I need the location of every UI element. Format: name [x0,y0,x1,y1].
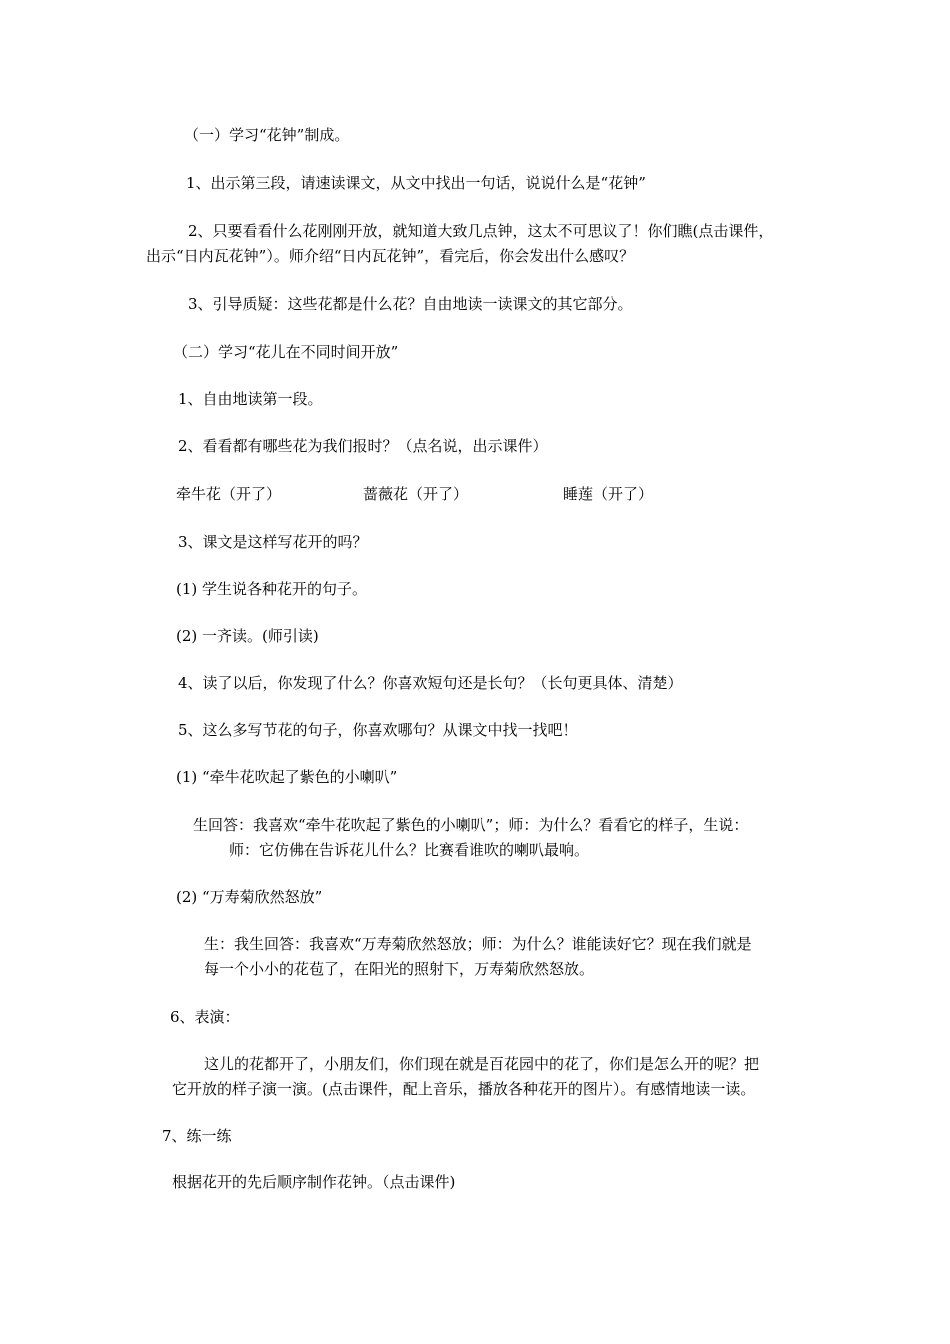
quote-2-answer-line-1: 生：我生回答：我喜欢“万寿菊欣然怒放；师：为什么？谁能读好它？现在我们就是 [204,935,752,953]
paragraph-item-7: 7、练一练 [162,1127,232,1145]
practice-instruction: 根据花开的先后顺序制作花钟。（点击课件) [172,1173,456,1191]
paragraph-item-4: 4、读了以后，你发现了什么？你喜欢短句还是长句？（长句更具体、清楚） [178,674,683,692]
quote-2-answer-line-2: 每一个小小的花苞了，在阳光的照射下，万寿菊欣然怒放。 [204,960,595,978]
quote-1-heading: (1) “牵牛花吹起了紫色的小喇叭” [176,768,398,786]
paragraph-sub-2: (2) 一齐读。(师引读) [176,627,319,645]
paragraph-item-3: 3、课文是这样写花开的吗？ [178,533,368,551]
paragraph-step-1: 1、出示第三段，请速读课文，从文中找出一句话，说说什么是“花钟” [186,174,646,192]
paragraph-step-3: 3、引导质疑：这些花都是什么花？自由地读一读课文的其它部分。 [188,295,633,313]
paragraph-item-2: 2、看看都有哪些花为我们报时？（点名说，出示课件） [178,437,548,455]
quote-1-answer-line-2: 师：它仿佛在告诉花儿什么？比赛看谁吹的喇叭最响。 [229,841,590,859]
performance-line-2: 它开放的样子演一演。(点击课件，配上音乐，播放各种花开的图片）。有感情地读一读。 [172,1080,756,1098]
flower-rose: 蔷薇花（开了） [363,485,469,503]
flower-water-lily: 睡莲（开了） [563,485,654,503]
performance-line-1: 这儿的花都开了，小朋友们，你们现在就是百花园中的花了，你们是怎么开的呢？把 [204,1055,760,1073]
paragraph-sub-1: (1) 学生说各种花开的句子。 [176,580,368,598]
paragraph-item-6: 6、表演： [170,1008,240,1026]
flower-morning-glory: 牵牛花（开了） [176,485,282,503]
paragraph-step-2-line-2: 出示“日内瓦花钟”）。师介绍“日内瓦花钟”，看完后，你会发出什么感叹？ [146,247,635,265]
section-heading-1: （一）学习“花钟”制成。 [184,126,350,144]
quote-2-heading: (2) “万寿菊欣然怒放” [176,888,323,906]
section-heading-2: （二）学习“花儿在不同时间开放” [173,343,399,361]
paragraph-step-2-line-1: 2、只要看看什么花刚刚开放，就知道大致几点钟，这太不可思议了！你们瞧(点击课件， [188,222,774,240]
quote-1-answer-line-1: 生回答：我喜欢“牵牛花吹起了紫色的小喇叭”；师：为什么？看看它的样子，生说： [193,816,749,834]
paragraph-item-5: 5、这么多写节花的句子，你喜欢哪句？从课文中找一找吧！ [178,721,578,739]
paragraph-item-1: 1、自由地读第一段。 [178,390,323,408]
